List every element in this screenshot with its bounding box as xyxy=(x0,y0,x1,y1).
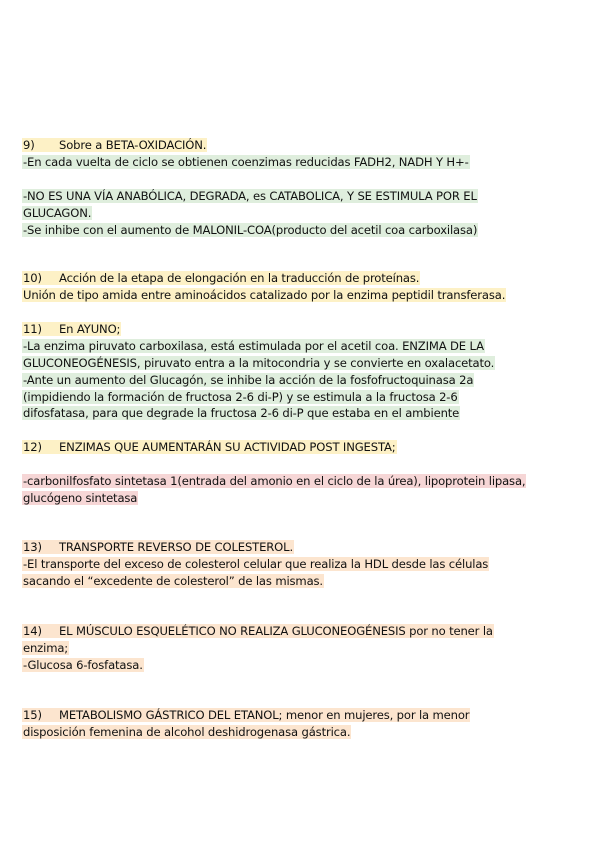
item-text: -NO ES UNA VÍA ANABÓLICA, DEGRADA, es CATABOLICA, Y SE ESTIMULA POR EL xyxy=(23,189,477,203)
item-text: GLUCONEOGÉNESIS, piruvato entra a la mitocondria y se convierte en oxalacetato. xyxy=(23,356,495,370)
item-text: GLUCAGON. xyxy=(23,206,92,220)
item-text-line xyxy=(22,405,460,422)
item-text: -Glucosa 6-fosfatasa. xyxy=(23,658,143,672)
item-text: enzima; xyxy=(23,641,69,655)
item-text: disposición femenina de alcohol deshidrogenasa gástrica. xyxy=(23,725,351,739)
item-heading xyxy=(22,440,397,454)
item-title: TRANSPORTE REVERSO DE COLESTEROL. xyxy=(59,540,294,554)
item-text: Unión de tipo amida entre aminoácidos catalizado por la enzima peptidil transferasa. xyxy=(23,288,506,302)
item-heading xyxy=(22,271,420,285)
item-number: 14) xyxy=(23,624,42,638)
item-text-line xyxy=(22,556,489,573)
item-title-line xyxy=(22,439,397,456)
item-text-line xyxy=(22,188,478,205)
item-heading xyxy=(22,540,294,554)
item-text-line xyxy=(22,724,351,741)
item-number: 13) xyxy=(23,540,42,554)
item-number: 15) xyxy=(23,708,42,722)
item-title: EL MÚSCULO ESQUELÉTICO NO REALIZA GLUCONEOGÉNESIS por no tener la xyxy=(59,624,493,638)
item-text-line xyxy=(22,473,526,490)
item-heading xyxy=(22,322,121,336)
item-text: -Se inhibe con el aumento de MALONIL-COA(producto del acetil coa carboxilasa) xyxy=(23,223,478,237)
item-title-line xyxy=(22,623,494,640)
item-text-line xyxy=(22,389,459,406)
item-text-line xyxy=(22,222,478,239)
item-text-line xyxy=(22,355,495,372)
item-text: sacando el “excedente de colesterol” de las mismas. xyxy=(23,574,323,588)
item-heading xyxy=(22,708,470,722)
item-number: 10) xyxy=(23,271,42,285)
item-text-line xyxy=(22,372,474,389)
item-text-line xyxy=(22,490,138,507)
item-text: -La enzima piruvato carboxilasa, está estimulada por el acetil coa. ENZIMA DE LA xyxy=(23,339,484,353)
item-text: -Ante un aumento del Glucagón, se inhibe la acción de la fosfofructoquinasa 2a xyxy=(23,373,474,387)
item-title: Sobre a BETA-OXIDACIÓN. xyxy=(59,138,207,152)
item-title: METABOLISMO GÁSTRICO DEL ETANOL; menor en mujeres, por la menor xyxy=(59,708,470,722)
item-title-line xyxy=(22,270,420,287)
item-text-line xyxy=(22,338,485,355)
item-text: -En cada vuelta de ciclo se obtienen coenzimas reducidas FADH2, NADH Y H+- xyxy=(23,155,469,169)
item-title-line xyxy=(22,321,121,338)
item-number: 9) xyxy=(23,138,35,152)
item-heading xyxy=(22,138,207,152)
item-text-line xyxy=(22,640,69,657)
item-title: En AYUNO; xyxy=(59,322,121,336)
item-title-line xyxy=(22,539,294,556)
item-title: Acción de la etapa de elongación en la traducción de proteínas. xyxy=(59,271,420,285)
item-text-line xyxy=(22,205,92,222)
item-text: -El transporte del exceso de colesterol celular que realiza la HDL desde las células xyxy=(23,557,489,571)
item-text-line xyxy=(22,287,506,304)
item-heading xyxy=(22,624,494,638)
item-number: 11) xyxy=(23,322,42,336)
item-text: -carbonilfosfato sintetasa 1(entrada del amonio en el ciclo de la úrea), lipoprotein lipasa, xyxy=(23,474,526,488)
item-text: glucógeno sintetasa xyxy=(23,491,138,505)
item-text-line xyxy=(22,573,324,590)
item-number: 12) xyxy=(23,440,42,454)
item-text-line xyxy=(22,154,470,171)
item-text: difosfatasa, para que degrade la fructosa 2-6 di-P que estaba en el ambiente xyxy=(23,406,460,420)
item-text-line xyxy=(22,657,144,674)
item-title-line xyxy=(22,707,470,724)
item-text: (impidiendo la formación de fructosa 2-6 di-P) y se estimula a la fructosa 2-6 xyxy=(23,390,458,404)
item-title-line xyxy=(22,137,207,154)
item-title: ENZIMAS QUE AUMENTARÁN SU ACTIVIDAD POST INGESTA; xyxy=(59,440,396,454)
